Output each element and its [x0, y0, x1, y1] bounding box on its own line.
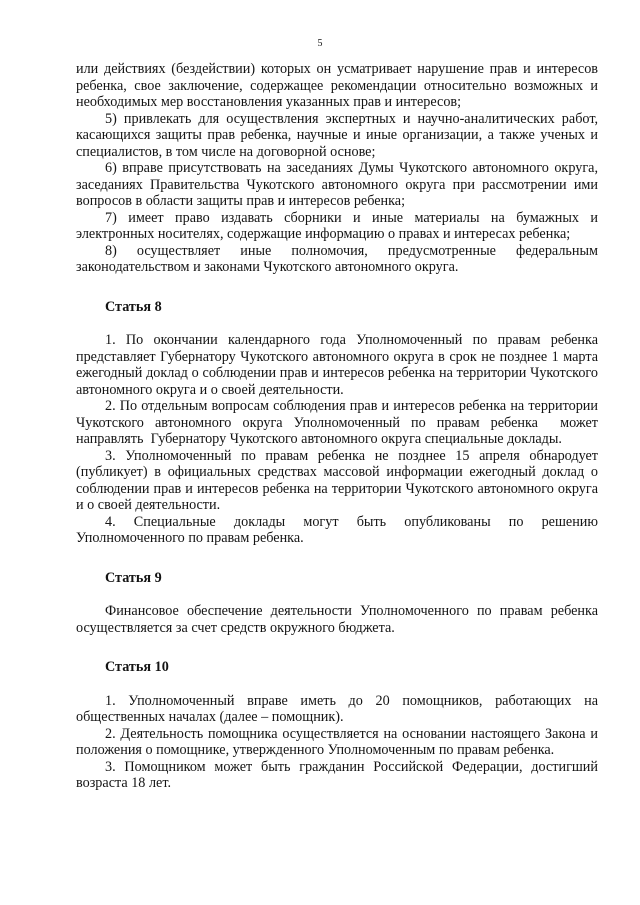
page-number: 5 — [317, 38, 323, 49]
article-9-paragraph: Финансовое обеспечение деятельности Уполномоченного по правам ребенка осуществляется за счет средств окружного бюджета. — [76, 603, 602, 636]
article-8-paragraph-4: 4. Специальные доклады могут быть опубликованы по решению Уполномоченного по правам ребенка. — [76, 513, 602, 546]
paragraph-item-6: 6) вправе присутствовать на заседаниях Думы Чукотского автономного округа, заседаниях Правительства Чукотского автономного округа при рассмотрении ими вопросов в области защиты прав и интересов ребенка; — [76, 160, 602, 209]
article-8-paragraph-2: 2. По отдельным вопросам соблюдения прав и интересов ребенка на территории Чукотского автономного округа Уполномоченный по правам ребенка может направлять Губернатору Чукотского автономного округа специальные доклады. — [76, 398, 602, 447]
document-body — [76, 61, 602, 792]
article-10-paragraph-2: 2. Деятельность помощника осуществляется на основании настоящего Закона и положения о помощнике, утвержденного Уполномоченным по правам ребенка. — [76, 725, 602, 758]
paragraph-item-8: 8) осуществляет иные полномочия, предусмотренные федеральным законодательством и законами Чукотского автономного округа. — [76, 242, 602, 275]
article-10-paragraph-3: 3. Помощником может быть гражданин Российской Федерации, достигший возраста 18 лет. — [76, 758, 602, 791]
paragraph-continuation: или действиях (бездействии) которых он усматривает нарушение прав и интересов ребенка, свое заключение, содержащее рекомендации относительно возможных и необходимых мер восстановления указанных прав и интересов; — [76, 61, 602, 110]
article-10-paragraph-1: 1. Уполномоченный вправе иметь до 20 помощников, работающих на общественных началах (далее – помощник). — [76, 692, 602, 725]
paragraph-item-5: 5) привлекать для осуществления экспертных и научно-аналитических работ, касающихся защиты прав ребенка, научные и иные организации, а также ученых и специалистов, в том числе на договорной основе; — [76, 110, 602, 160]
article-8-paragraph-1: 1. По окончании календарного года Уполномоченный по правам ребенка представляет Губернатору Чукотского автономного округа в срок не позднее 1 марта ежегодный доклад о соблюдении прав и интересов ребенка на территории Чукотского автономного округа и о своей деятельности. — [76, 332, 602, 398]
article-8-heading: Статья 8 — [105, 298, 162, 315]
article-8-paragraph-3: 3. Уполномоченный по правам ребенка не позднее 15 апреля обнародует (публикует) в официальных средствах массовой информации ежегодный доклад о соблюдении прав и интересов ребенка на территории Чукотского автономного округа и о своей деятельности. — [76, 447, 602, 513]
paragraph-item-7: 7) имеет право издавать сборники и иные материалы на бумажных и электронных носителях, содержащие информацию о правах и интересах ребенка; — [76, 209, 602, 242]
article-10-heading: Статья 10 — [105, 659, 169, 675]
article-9-heading: Статья 9 — [105, 569, 162, 586]
